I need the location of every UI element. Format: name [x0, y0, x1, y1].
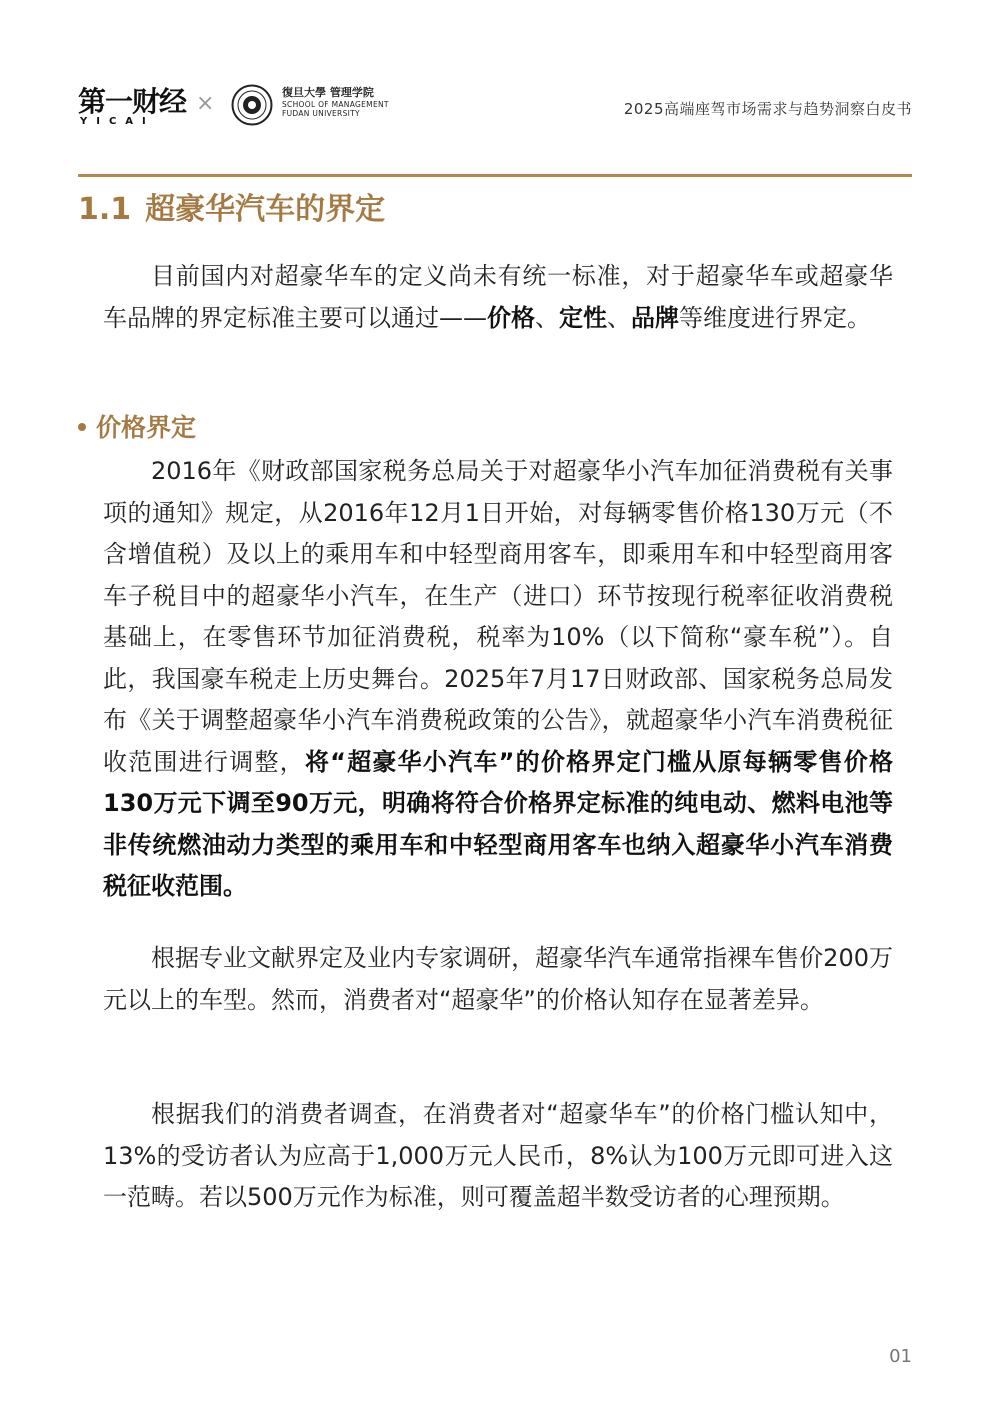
price-heading-text: 价格界定 [96, 413, 197, 442]
intro-bold-price: 价格 [487, 303, 535, 332]
fudan-logo-text [282, 86, 422, 118]
page-number: 01 [889, 1346, 912, 1367]
yicai-logo-cn: 第一财经 [78, 85, 187, 118]
section-number: 1.1 [78, 192, 132, 227]
price-paragraph-1 [103, 451, 893, 908]
price-paragraph-2: 根据专业文献界定及业内专家调研，超豪华汽车通常指裸车售价200万元以上的车型。然而，消费者对“超豪华”的价格认知存在显著差异。 [103, 944, 893, 1014]
intro-bold-brand: 品牌 [631, 303, 679, 332]
intro-bold-nature: 定性 [559, 303, 607, 332]
price-p1-text: 2016年《财政部国家税务总局关于对超豪华小汽车加征消费税有关事项的通知》规定，从2016年12月1日开始，对每辆零售价格130万元（不含增值税）及以上的乘用车和中轻型商用客车，即乘用车和中轻型商用客车子税目中的超豪华小汽车，在生产（进口）环节按现行税率征收消费税基础上，在零售环节加征消费税，税率为10%（以下简称“豪车税”）。自此，我国豪车税走上历史舞台。2025年7月17日财政部、国家税务总局发布《关于调整超豪华小汽车消费税政策的公告》，就超豪华小汽车消费税征收范围进行调整， [103, 457, 893, 776]
logo-separator: × [196, 91, 215, 116]
intro-sep-1: 、 [535, 303, 559, 332]
intro-text-a: 目前国内对超豪华车的定义尚未有统一标准，对于超豪华车或超豪华车品牌的界定标准主要可以通过—— [103, 262, 893, 332]
yicai-logo-en: YICAI [80, 116, 155, 127]
fudan-logo-line1: 復旦大學 管理学院 [282, 86, 374, 99]
section-title [78, 188, 385, 232]
price-paragraph-3: 根据我们的消费者调查，在消费者对“超豪华车”的价格门槛认知中，13%的受访者认为应高于1,000万元人民币，8%认为100万元即可进入这一范畴。若以500万元作为标准，则可覆盖超半数受访者的心理预期。 [103, 1100, 893, 1211]
price-heading [78, 408, 196, 448]
intro-paragraph [103, 256, 893, 339]
fudan-seal-icon [231, 84, 273, 126]
price-p1-bold: 将“超豪华小汽车”的价格界定门槛从原每辆零售价格130万元下调至90万元，明确将符合价格界定标准的纯电动、燃料电池等非传统燃油动力类型的乘用车和中轻型商用客车也纳入超豪华小汽车消费税征收范围。 [103, 747, 894, 900]
fudan-logo-line2: SCHOOL OF MANAGEMENT [282, 100, 389, 109]
page-header [78, 82, 912, 132]
document-title: 2025高端座驾市场需求与趋势洞察白皮书 [623, 100, 912, 118]
bullet-dot-icon [78, 423, 86, 431]
intro-sep-2: 、 [607, 303, 631, 332]
section-title-text: 超豪华汽车的界定 [145, 192, 386, 227]
header-divider [78, 174, 912, 177]
yicai-logo [78, 85, 187, 130]
fudan-logo-line3: FUDAN UNIVERSITY [282, 109, 360, 118]
intro-text-b: 等维度进行界定。 [679, 303, 871, 332]
